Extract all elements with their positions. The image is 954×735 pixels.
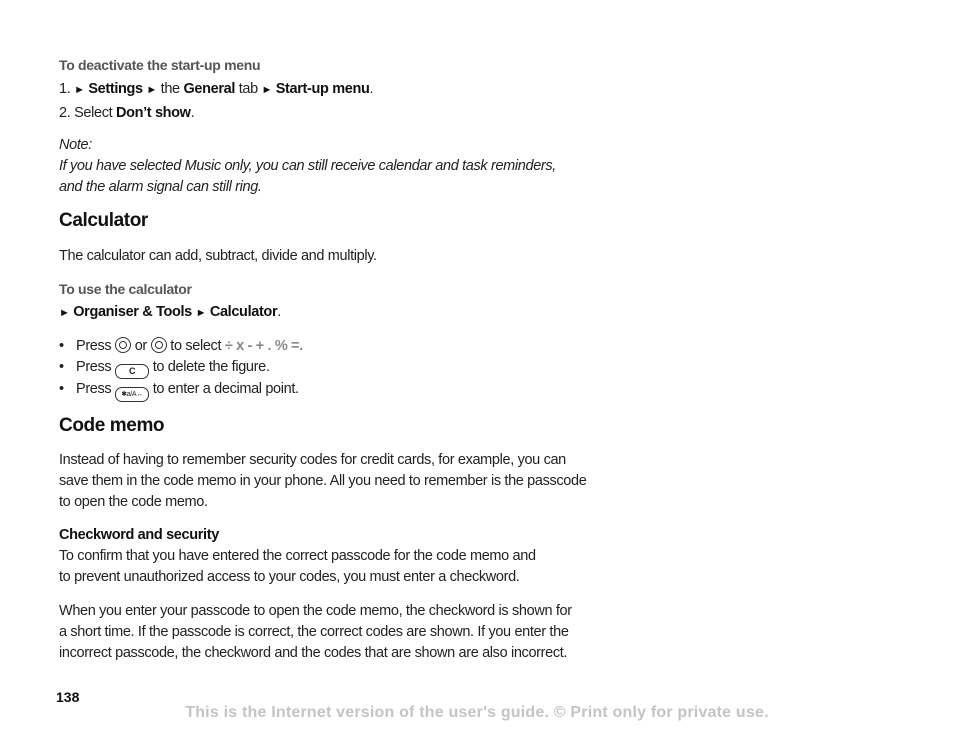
bullet-decimal bbox=[59, 379, 619, 402]
code-memo-para2-line1: To confirm that you have entered the correct passcode for the code memo and bbox=[59, 548, 536, 564]
organiser-tools-label: Organiser & Tools bbox=[73, 304, 192, 320]
code-memo-para1-line2: save them in the code memo in your phone. All you need to remember is the passcode bbox=[59, 473, 587, 489]
to-select-text: to select bbox=[170, 338, 222, 354]
tab-word: tab bbox=[238, 81, 258, 97]
deactivate-title: To deactivate the start-up menu bbox=[59, 57, 261, 73]
dont-show-label: Don’t show bbox=[115, 105, 191, 121]
calculator-heading: Calculator bbox=[59, 210, 148, 231]
arrow-icon: ► bbox=[59, 307, 70, 319]
use-calculator-title: To use the calculator bbox=[59, 281, 192, 297]
c-key-icon: C bbox=[115, 364, 149, 379]
step-number: 2. bbox=[59, 105, 71, 121]
code-memo-para1-line1: Instead of having to remember security codes for credit cards, for example, you can bbox=[59, 452, 566, 468]
press-word: Press bbox=[76, 338, 112, 354]
the-word: the bbox=[160, 81, 180, 97]
code-memo-para3-line3: incorrect passcode, the checkword and the codes that are shown are also incorrect. bbox=[59, 645, 568, 661]
note-label: Note: bbox=[59, 137, 92, 153]
checkword-subheading: Checkword and security bbox=[59, 527, 219, 543]
code-memo-para3-line1: When you enter your passcode to open the code memo, the checkword is shown for bbox=[59, 603, 572, 619]
star-key-icon: ✱a/A↔ bbox=[115, 387, 149, 402]
calculator-path bbox=[59, 302, 619, 324]
settings-label: Settings bbox=[88, 81, 143, 97]
arrow-icon: ► bbox=[261, 84, 273, 96]
code-memo-para1-line3: to open the code memo. bbox=[59, 494, 208, 510]
calculator-bullets bbox=[59, 336, 619, 402]
select-word: Select bbox=[74, 105, 113, 121]
press-word: Press bbox=[76, 381, 112, 397]
step-2 bbox=[59, 103, 619, 124]
general-label: General bbox=[183, 81, 236, 97]
period: . bbox=[369, 81, 374, 97]
calculator-label: Calculator bbox=[209, 304, 278, 320]
period: . bbox=[277, 304, 281, 320]
note-line-2: and the alarm signal can still ring. bbox=[59, 179, 262, 195]
arrow-icon: ► bbox=[146, 84, 157, 96]
decimal-text: to enter a decimal point. bbox=[152, 381, 299, 397]
period: . bbox=[190, 105, 195, 121]
bullet-select bbox=[59, 336, 619, 357]
navigation-key-right-icon bbox=[151, 337, 167, 353]
navigation-key-left-icon bbox=[115, 337, 131, 353]
page-content bbox=[59, 54, 619, 664]
code-memo-para3-line2: a short time. If the passcode is correct, the correct codes are shown. If you enter the bbox=[59, 624, 569, 640]
operator-symbols: ÷ x - + . % =. bbox=[224, 338, 303, 354]
delete-text: to delete the figure. bbox=[152, 359, 270, 375]
step-number: 1. bbox=[59, 81, 71, 97]
or-word: or bbox=[134, 338, 147, 354]
page-number: 138 bbox=[56, 689, 80, 705]
arrow-icon: ► bbox=[195, 307, 207, 319]
arrow-icon: ► bbox=[74, 84, 85, 96]
press-word: Press bbox=[76, 359, 112, 375]
code-memo-heading: Code memo bbox=[59, 415, 165, 436]
code-memo-para2-line2: to prevent unauthorized access to your codes, you must enter a checkword. bbox=[59, 569, 520, 585]
startup-menu-label: Start-up menu bbox=[275, 81, 370, 97]
step-1 bbox=[59, 79, 619, 101]
footer-notice: This is the Internet version of the user's guide. © Print only for private use. bbox=[185, 704, 769, 721]
calculator-intro: The calculator can add, subtract, divide and multiply. bbox=[59, 248, 377, 264]
note-line-1: If you have selected Music only, you can still receive calendar and task reminders, bbox=[59, 158, 556, 174]
bullet-delete bbox=[59, 357, 619, 379]
